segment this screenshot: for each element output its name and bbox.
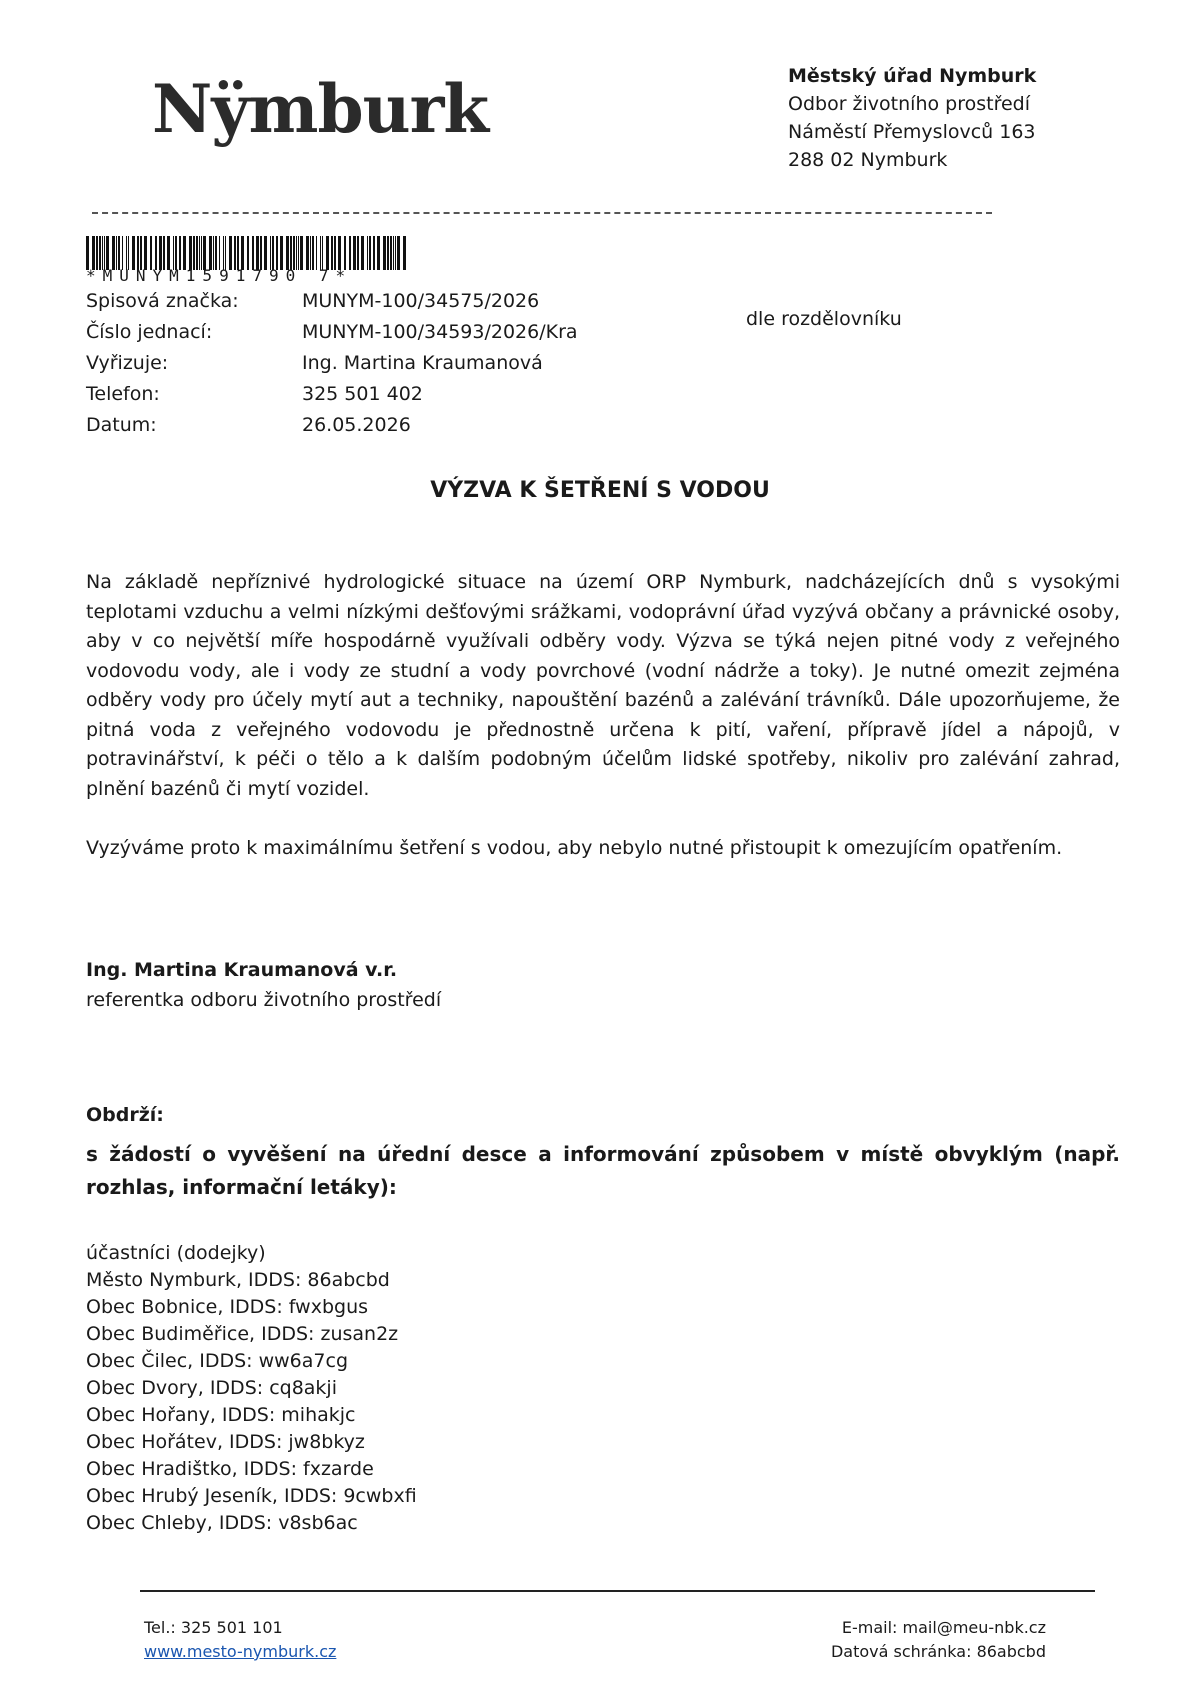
addressee: dle rozdělovníku — [746, 308, 902, 330]
barcode-graphic — [86, 236, 406, 270]
reference-label: Datum: — [86, 414, 157, 436]
signatory-role: referentka odboru životního prostředí — [86, 989, 442, 1011]
city-logo: Nÿmburk — [152, 70, 489, 148]
footer-separator — [140, 1590, 1095, 1592]
reference-label: Spisová značka: — [86, 290, 239, 312]
reference-label: Číslo jednací: — [86, 321, 213, 343]
recipient-item: Obec Budiměřice, IDDS: zusan2z — [86, 1323, 399, 1345]
signatory-name: Ing. Martina Kraumanová v.r. — [86, 959, 398, 981]
recipient-item: Obec Chleby, IDDS: v8sb6ac — [86, 1512, 358, 1534]
reference-value: 325 501 402 — [302, 383, 423, 405]
recipient-list — [86, 1240, 417, 1537]
sender-address — [788, 62, 1036, 174]
barcode-text: *MUNYM1591790 7* — [86, 266, 353, 285]
recipient-item: Město Nymburk, IDDS: 86abcbd — [86, 1269, 390, 1291]
reference-value: MUNYM-100/34575/2026 — [302, 290, 540, 312]
sender-org: Městský úřad Nymburk — [788, 65, 1037, 87]
reference-value: Ing. Martina Kraumanová — [302, 352, 543, 374]
body-text — [86, 568, 1120, 864]
reference-label: Telefon: — [86, 383, 160, 405]
reference-row — [86, 383, 578, 414]
footer-email: E-mail: mail@meu-nbk.cz — [841, 1618, 1046, 1637]
reference-row — [86, 290, 578, 321]
reference-label: Vyřizuje: — [86, 352, 169, 374]
body-paragraph-2: Vyzýváme proto k maximálnímu šetření s vodou, aby nebylo nutné přistoupit k omezujícím opatřením. — [86, 837, 1063, 859]
sender-department: Odbor životního prostředí — [788, 93, 1030, 115]
recipient-item: Obec Dvory, IDDS: cq8akji — [86, 1377, 337, 1399]
recipient-item: Obec Hořátev, IDDS: jw8bkyz — [86, 1431, 365, 1453]
recipient-item: účastníci (dodejky) — [86, 1242, 266, 1264]
footer-contact-left — [144, 1616, 336, 1664]
recipient-item: Obec Hrubý Jeseník, IDDS: 9cwbxfi — [86, 1485, 417, 1507]
recipients-header — [86, 1104, 1120, 1204]
recipients-label: Obdrží: — [86, 1104, 164, 1126]
recipient-item: Obec Hradištko, IDDS: fxzarde — [86, 1458, 374, 1480]
recipients-note: s žádostí o vyvěšení na úřední desce a informování způsobem v místě obvyklým (např. rozhlas, informační letáky): — [86, 1142, 1120, 1199]
reference-value: 26.05.2026 — [302, 414, 411, 436]
reference-value: MUNYM-100/34593/2026/Kra — [302, 321, 578, 343]
footer-website-link[interactable]: www.mesto-nymburk.cz — [144, 1642, 337, 1661]
sender-city: 288 02 Nymburk — [788, 149, 948, 171]
body-paragraph-1: Na základě nepříznivé hydrologické situace na území ORP Nymburk, nadcházejících dnů s vysokými teplotami vzduchu a velmi nízkými dešťovými srážkami, vodoprávní úřad vyzývá občany a právnické osoby, aby v co největší míře hospodárně využívali odběry vody. Výzva se týká nejen pitné vody z veřejného vodovodu vody, ale i vody ze studní a vody povrchové (vodní nádrže a toky). Je nutné omezit zejména odběry vody pro účely mytí aut a techniky, napouštění bazénů a zalévání trávníků. Dále upozorňujeme, že pitná voda z veřejného vodovodu je přednostně určena k pití, vaření, přípravě jídel a nápojů, v potravinářství, k péči o tělo a k dalším podobným účelům lidské spotřeby, nikoliv pro zalévání zahrad, plnění bazénů či mytí vozidel. — [86, 571, 1120, 800]
footer-databox: Datová schránka: 86abcbd — [830, 1642, 1046, 1661]
separator-dashed — [92, 212, 992, 214]
recipient-item: Obec Bobnice, IDDS: fwxbgus — [86, 1296, 369, 1318]
document-title: VÝZVA K ŠETŘENÍ S VODOU — [430, 478, 770, 503]
recipient-item: Obec Hořany, IDDS: mihakjc — [86, 1404, 356, 1426]
recipient-item: Obec Čilec, IDDS: ww6a7cg — [86, 1350, 349, 1372]
reference-row — [86, 414, 578, 445]
footer-contact-right — [820, 1616, 1046, 1664]
reference-table — [86, 290, 578, 445]
signature-block — [86, 955, 441, 1015]
reference-row — [86, 352, 578, 383]
sender-street: Náměstí Přemyslovců 163 — [788, 121, 1036, 143]
reference-row — [86, 321, 578, 352]
footer-phone: Tel.: 325 501 101 — [144, 1618, 283, 1637]
